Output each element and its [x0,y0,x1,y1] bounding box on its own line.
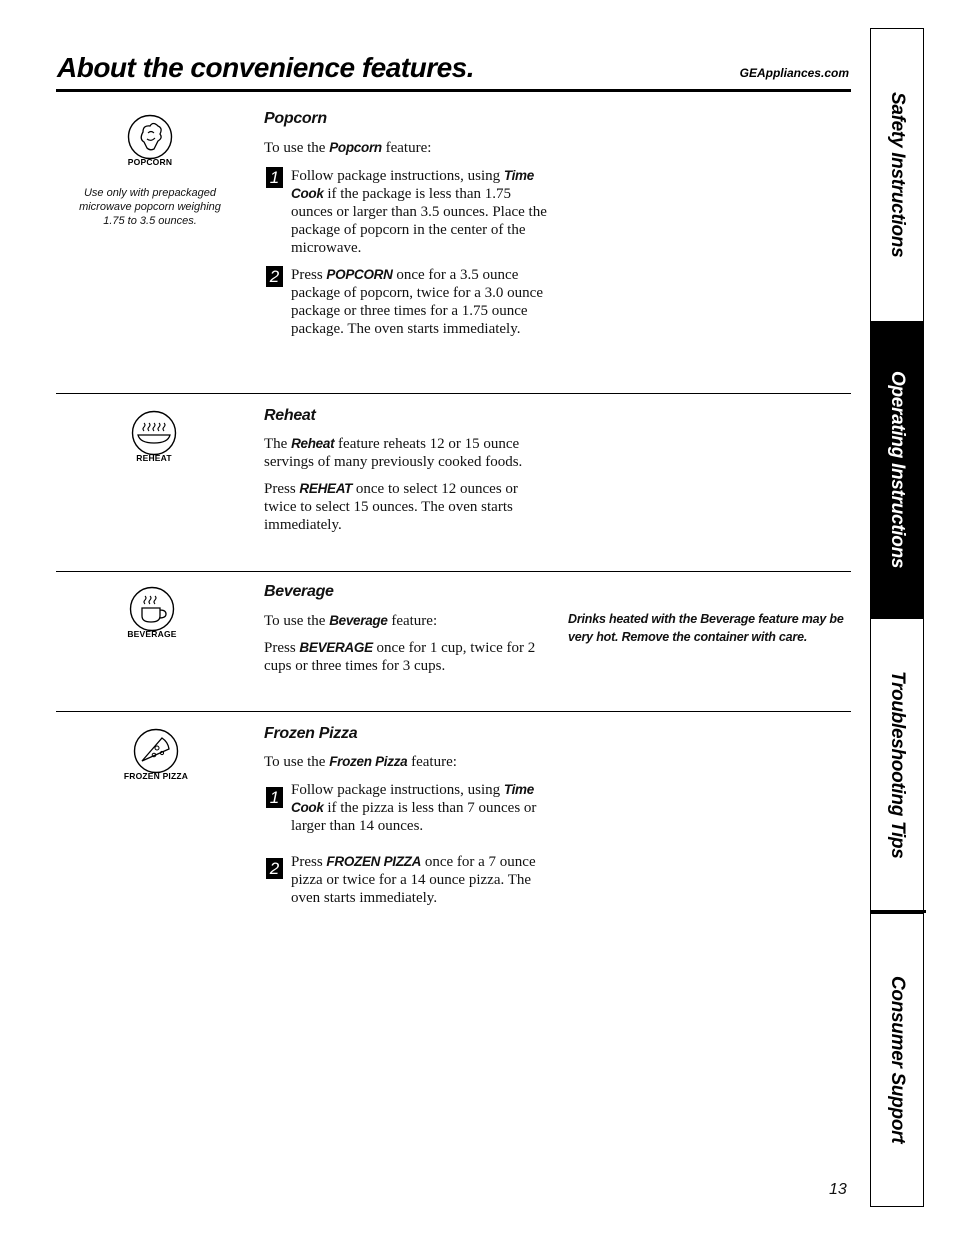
step-text: Follow package instructions, using Time Cook if the pizza is less than 7 ounces or larger than 14 ounces. [291,782,537,834]
reheat-instructions: Press REHEAT once to select 12 ounces or twice to select 15 ounces. The oven starts immediately. [264,481,518,533]
beverage-icon-label: BEVERAGE [127,629,177,639]
section-tabs [870,28,926,1207]
popcorn-icon-label: POPCORN [127,157,173,167]
frozen-pizza-icon-label: FROZEN PIZZA [123,771,189,781]
tab-safety-instructions[interactable] [870,28,924,322]
frozen-pizza-intro: To use the Frozen Pizza feature: [264,754,457,770]
step-number-badge: 2 [266,858,283,879]
section-divider [56,393,851,394]
frozen-pizza-button-icon [116,728,196,781]
popcorn-button-icon [110,114,190,167]
website-url: GEAppliances.com [739,66,849,80]
reheat-description: The Reheat feature reheats 12 or 15 ounce servings of many previously cooked foods. [264,436,523,470]
tab-troubleshooting-tips[interactable] [870,618,924,912]
reheat-icon [130,410,178,456]
section-divider [56,571,851,572]
beverage-button-icon [112,586,192,639]
step-text: Follow package instructions, using Time Cook if the package is less than 1.75 ounces or larger than 3.5 ounces. Place the package of popcorn in the center of the microwave. [291,168,547,256]
beverage-intro: To use the Beverage feature: [264,613,438,629]
pizza-slice-icon [132,728,180,774]
reheat-icon-label: REHEAT [136,453,172,463]
tab-label: Safety Instructions [887,92,908,258]
tab-label: Operating Instructions [887,371,908,569]
beverage-caution-note: Drinks heated with the Beverage feature may be very hot. Remove the container with care. [568,612,844,644]
frozen-pizza-heading: Frozen Pizza [264,725,358,742]
popcorn-icon [126,114,174,160]
tab-label: Troubleshooting Tips [887,671,908,859]
header-rule [56,89,851,92]
beverage-heading: Beverage [264,583,334,600]
page-number: 13 [829,1181,847,1198]
reheat-heading: Reheat [264,407,316,424]
tab-operating-instructions[interactable] [870,322,924,618]
tab-label: Consumer Support [887,976,908,1144]
popcorn-intro: To use the Popcorn feature: [264,140,432,156]
beverage-icon [128,586,176,632]
step-number-badge: 1 [266,787,283,808]
page-title: About the convenience features. [57,52,475,83]
tab-consumer-support[interactable] [870,913,924,1207]
step-number-badge: 1 [266,167,283,188]
popcorn-weight-note: Use only with prepackaged microwave popcorn weighing 1.75 to 3.5 ounces. [79,187,221,227]
popcorn-heading: Popcorn [264,110,327,127]
step-text: Press FROZEN PIZZA once for a 7 ounce pizza or twice for a 14 ounce pizza. The oven starts immediately. [291,854,536,906]
section-divider [56,711,851,712]
step-number-badge: 2 [266,266,283,287]
step-text: Press POPCORN once for a 3.5 ounce package of popcorn, twice for a 3.0 ounce package or three times for a 1.75 ounce package. The oven starts immediately. [291,267,543,337]
beverage-instructions: Press BEVERAGE once for 1 cup, twice for 2 cups or three times for 3 cups. [264,640,536,674]
reheat-button-icon [114,410,194,463]
